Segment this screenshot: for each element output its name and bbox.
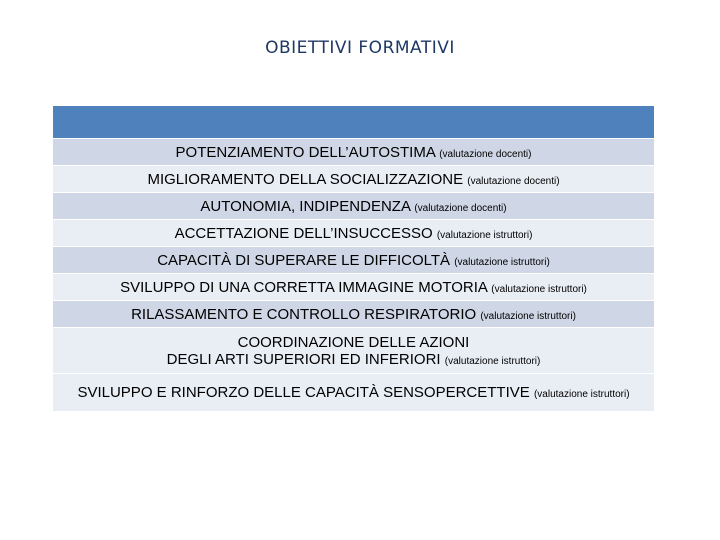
evaluation-note: (valutazione istruttori) — [491, 283, 587, 295]
objectives-table — [53, 106, 654, 411]
table-row — [53, 246, 654, 273]
objective-label: MIGLIORAMENTO DELLA SOCIALIZZAZIONE — [147, 170, 464, 188]
evaluation-note: (valutazione docenti) — [467, 175, 560, 187]
evaluation-note: (valutazione istruttori) — [533, 389, 630, 400]
table-row — [53, 192, 654, 219]
evaluation-note: (valutazione docenti) — [439, 148, 532, 160]
objective-label: CAPACITÀ DI SUPERARE LE DIFFICOLTÀ — [157, 251, 451, 269]
table-row — [53, 273, 654, 300]
table-row — [53, 165, 654, 192]
table-row — [53, 327, 654, 373]
table-row — [53, 138, 654, 165]
table-row — [53, 300, 654, 327]
evaluation-note: (valutazione istruttori) — [444, 355, 541, 367]
evaluation-note: (valutazione istruttori) — [480, 310, 576, 322]
objective-label: SVILUPPO E RINFORZO DELLE CAPACITÀ SENSOPERCETTIVE — [77, 384, 530, 401]
table-row — [53, 219, 654, 246]
evaluation-note: (valutazione istruttori) — [454, 256, 550, 268]
objective-label: DEGLI ARTI SUPERIORI ED INFERIORI — [166, 350, 441, 368]
objective-label: ACCETTAZIONE DELL’INSUCCESSO — [174, 224, 433, 242]
objective-label: AUTONOMIA, INDIPENDENZA — [200, 197, 411, 215]
table-row — [53, 373, 654, 411]
objective-label: SVILUPPO DI UNA CORRETTA IMMAGINE MOTORIA — [120, 278, 488, 296]
page-title: OBIETTIVI FORMATIVI — [265, 38, 455, 58]
evaluation-note: (valutazione docenti) — [414, 202, 507, 214]
evaluation-note: (valutazione istruttori) — [436, 229, 533, 241]
table-header — [53, 106, 654, 138]
objective-label: POTENZIAMENTO DELL’AUTOSTIMA — [175, 143, 436, 161]
objective-label-line1: COORDINAZIONE DELLE AZIONI — [237, 333, 470, 351]
objective-label: RILASSAMENTO E CONTROLLO RESPIRATORIO — [131, 305, 477, 323]
